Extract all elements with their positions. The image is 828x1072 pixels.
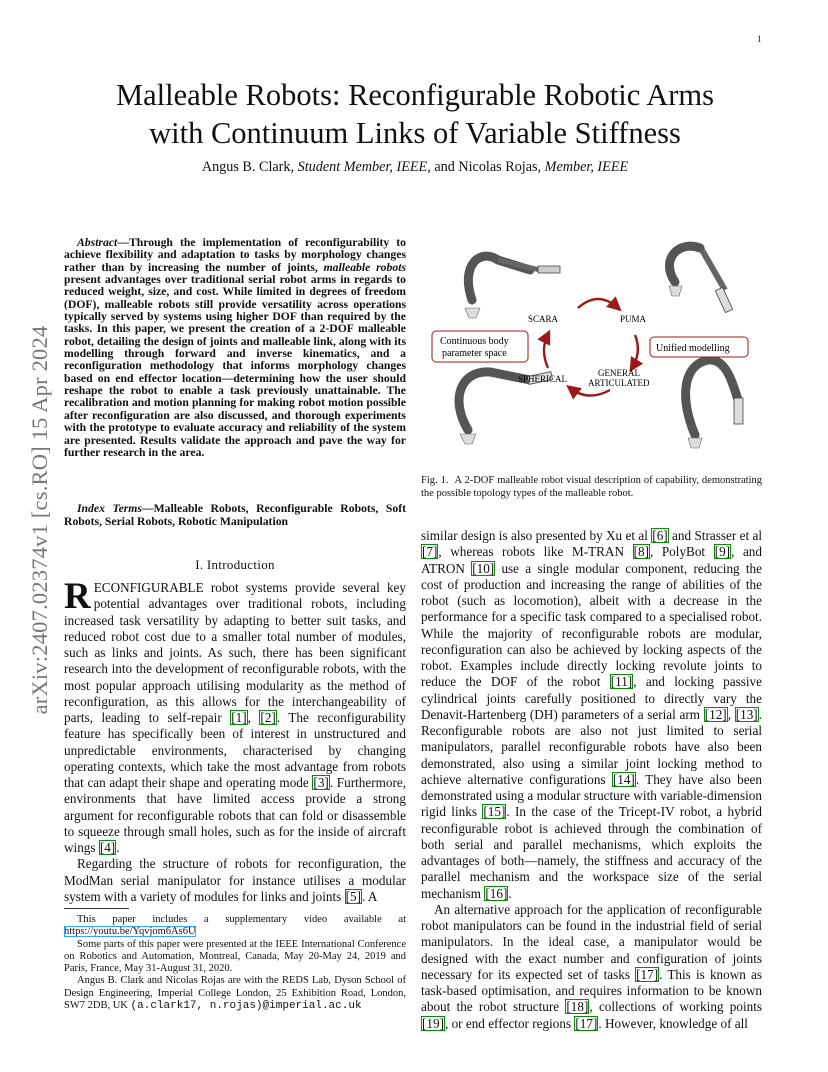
citation-link[interactable]: [14] bbox=[612, 771, 635, 787]
label-spherical: SPHERICAL bbox=[518, 374, 568, 384]
section-heading: I. Introduction bbox=[195, 557, 275, 572]
box-continuous-body-line1: Continuous body bbox=[440, 336, 509, 347]
intro-p2a: Regarding the structure of robots for reconfiguration, the ModMan serial manipulator for instance utilises a modular system with a variety of modules for links and joints bbox=[64, 856, 406, 904]
abstract-emphasis: malleable robots bbox=[323, 260, 406, 274]
citation-link[interactable]: [16] bbox=[485, 885, 508, 901]
text-run: . Reconfigurable robots are also not just limited to serial manipulators, parallel reconfigurable robots have also been demonstrated, also using a similar joint locking method to achieve alternative configurations bbox=[421, 706, 762, 787]
figure-caption bbox=[421, 474, 762, 500]
box-continuous-body-line2: parameter space bbox=[442, 348, 507, 359]
text-run: . They have also been demonstrated using a modular structure with variable-dimension rigid links bbox=[421, 771, 763, 820]
page-number: 1 bbox=[757, 34, 762, 44]
text-run: . However, knowledge of all bbox=[598, 1015, 748, 1031]
label-puma: PUMA bbox=[620, 314, 647, 324]
author-emails: (a.clark17, n.rojas)@imperial.ac.uk bbox=[130, 1000, 362, 1013]
text-run: . This is known as task-based optimisation, and requires information to be known about the robot structure bbox=[421, 966, 763, 1015]
citation-link[interactable]: [1] bbox=[231, 710, 247, 725]
citation-link[interactable]: [17] bbox=[575, 1015, 598, 1031]
citation-link[interactable]: [15] bbox=[483, 804, 506, 820]
citation-link[interactable]: [2] bbox=[260, 710, 276, 725]
abstract bbox=[64, 237, 406, 459]
robot-arm-articulated-icon bbox=[686, 360, 743, 448]
footnote-1: This paper includes a supplementary video available at bbox=[77, 914, 406, 925]
label-articulated: ARTICULATED bbox=[588, 378, 650, 388]
title-line-1: Malleable Robots: Reconfigurable Robotic Arms bbox=[115, 78, 715, 112]
author-2-role: Member, IEEE bbox=[544, 159, 629, 175]
text-run: . In the case of the Tricept-IV robot, a hybrid reconfigurable robot is achieved through the combination of both serial and parallel mechanisms, which exploits the advantages of both—namely, the stiffness and accuracy of the parallel mechanism and the workspace size of the serial mechanism bbox=[421, 804, 762, 901]
text-run: and Strasser et al bbox=[668, 528, 762, 543]
intro-p1b: . The reconfigurability feature has specifically been of interest in unstructured and unpredictable environments, characterised by changing operating contexts, which take the most advantage from robots that can adapt their shape and operating mode bbox=[64, 710, 407, 790]
abstract-text-2: present advantages over traditional serial robot arms in regards to reduced weight, size, and cost. While limited in degrees of freedom (DOF), malleable robots still provide versatility across operations typically served by systems using higher DOF than required by the tasks. In this paper, we present the creation of a 2-DOF malleable robot, detailing the design of joints and malleable link, along with its modelling through forward and inverse kinematics, and a reconfiguration methodology that informs morphology changes based on end effector location—determining how the user should reshape the robot to enable a task previously unattainable. The recalibration and motion planning for making robot motion possible after reconfiguration are also discussed, and thorough experiments with the prototype to evaluate accuracy and reliability of the system are presented. Results validate the approach and pave the way for further research in the area. bbox=[64, 273, 406, 459]
box-unified-modelling-label: Unified modelling bbox=[656, 343, 730, 354]
text-run: , whereas robots like M-TRAN bbox=[438, 544, 633, 560]
text-run: , collections of working points bbox=[589, 999, 763, 1015]
text-run: , PolyBot bbox=[649, 544, 714, 560]
citation-link[interactable]: [10] bbox=[472, 560, 495, 576]
paper-title bbox=[70, 76, 760, 152]
drop-cap: R bbox=[64, 576, 91, 617]
citation-link[interactable]: [11] bbox=[610, 674, 633, 690]
author-1-role: Student Member, IEEE, bbox=[297, 159, 431, 175]
intro-p2b: . A bbox=[361, 888, 378, 904]
footnote-rule bbox=[64, 908, 129, 909]
abstract-text-1: —Through the implementation of reconfigurability to achieve flexibility and adaptation to tasks by morphology changes rather than by increasing the number of joints, bbox=[64, 236, 406, 274]
footnotes bbox=[64, 914, 406, 1012]
caption-label: Fig. 1. bbox=[421, 475, 449, 486]
arxiv-watermark bbox=[20, 285, 60, 755]
citation-link[interactable]: [4] bbox=[99, 840, 116, 855]
citation-link[interactable]: [7] bbox=[422, 544, 438, 560]
label-scara: SCARA bbox=[528, 314, 559, 324]
text-run: , or end effector regions bbox=[444, 1015, 575, 1031]
text-run: An alternative approach for the application of reconfigurable robot manipulators can be found in the industrial field of serial manipulators. In the ideal case, a manipulator would be designed with the exact number and configuration of joints necessary for its expected set of tasks bbox=[421, 901, 762, 982]
index-terms-label: Index Terms bbox=[77, 502, 142, 515]
intro-column-right: similar design is also presented by Xu et al [6] and Strasser et al [7], whereas robots like M-TRAN [8], PolyBot [9], and ATRON [10] use a single modular component, reducing the cost of production and increasing the range of abilities of the robot (such as locomotion), albeit with a decrease in the performance for a specific task compared to a specialised robot. While the majority of reconfigurable robots are modular, reconfiguration can also be achieved by locking aspects of the robot. Examples include directly locking revolute joints to reduce the DOF of the robot [11], and locking passive cylindrical joints carefully positioned to directly vary the Denavit-Hartenberg (DH) parameters of a serial arm [12], [13]. Reconfigurable robots are also not just limited to serial manipulators, parallel reconfigurable robots have also been demonstrated, also using a similar joint locking method to achieve alternative configurations [14]. They have also been demonstrated using a modular structure with variable-dimension rigid links [15]. In the case of the Tricept-IV robot, a hybrid reconfigurable robot is achieved through the combination of both serial and parallel mechanisms, which exploits the advantages of both—namely, the stiffness and accuracy of the parallel mechanism and the workspace size of the serial mechanism [16]. An alternative approach for the application of reconfigurable robot manipulators can be found in the industrial field of serial manipulators. In the ideal case, a manipulator would be designed with the exact number and configuration of joints necessary for its expected set of tasks [17]. This is known as task-based optimisation, and requires information to be known about the robot structure [18], collections of working points [19], or end effector regions [17]. However, knowledge of all bbox=[421, 528, 763, 1031]
abstract-label: Abstract bbox=[77, 236, 118, 249]
caption-text: A 2-DOF malleable robot visual description of capability, demonstrating the possible topology types of the malleable robot. bbox=[421, 475, 762, 499]
text-run: , and locking passive cylindrical joints carefully positioned to directly vary the Denavit-Hartenberg (DH) parameters of a serial arm bbox=[421, 674, 762, 722]
text-run: similar design is also presented by Xu et al bbox=[421, 528, 652, 543]
label-general: GENERAL bbox=[598, 368, 640, 378]
footnote-3: Angus B. Clark and Nicolas Rojas are with the REDS Lab, Dyson School of Design Engineering, Imperial College London, 25 Exhibition Road, London, SW7 2DB, UK bbox=[64, 975, 406, 1012]
citation-link[interactable]: [17] bbox=[636, 966, 659, 982]
citation-link[interactable]: [19] bbox=[422, 1015, 444, 1031]
text-run: , and ATRON bbox=[421, 544, 762, 576]
citation-link[interactable]: [18] bbox=[566, 999, 589, 1015]
author-line bbox=[70, 159, 760, 176]
citation-link[interactable]: [5] bbox=[345, 888, 361, 904]
index-terms bbox=[64, 503, 406, 528]
citation-link[interactable]: [3] bbox=[313, 775, 329, 790]
intro-p1a: ECONFIGURABLE robot systems provide several key potential advantages over traditional robots, including increased task versatility by adapting to better suit tasks, and reduced robot cost due to a smaller total number of modules, such as links and joints. As such, there has been significant research into the development of reconfigurable robots, with the most popular approach utilising modularity as the method of reconfiguration, as this allows for the interchangeability of parts, leading to self-repair bbox=[64, 580, 406, 725]
citation-link[interactable]: [12] bbox=[704, 706, 727, 722]
intro-column-left: RECONFIGURABLE robot systems provide several key potential advantages over traditional robots, including increased task versatility by adapting to better suit tasks, and reduced robot cost due to a smaller total number of modules, such as links and joints. As such, there has been significant research into the development of reconfigurable robots, with the most popular approach utilising modularity as the method of reconfiguration, as this allows for the interchangeability of parts, leading to self-repair [1], [2]. The reconfigurability feature has specifically been of interest in unstructured and unpredictable environments, characterised by changing operating contexts, which take the most advantage from robots that can adapt their shape and operating mode [3]. Furthermore, environments that have limited access provide a strong argument for reconfigurable robots that can fold or disassemble to squeeze through small holes, such as for the inside of aircraft wings [4]. Regarding the structure of robots for reconfiguration, the ModMan serial manipulator for instance utilises a modular system with a variety of modules for links and joints [5]. A bbox=[64, 576, 407, 904]
figure-malleable-robot bbox=[420, 230, 762, 460]
footnote-2: Some parts of this paper were presented at the IEEE International Conference on Robotics and Automation, Montreal, Canada, May 20-May 24, 2019 and Paris, France, May 31-August 31, 2020. bbox=[64, 938, 406, 975]
author-1: Angus B. Clark, bbox=[201, 159, 295, 175]
citation-link[interactable]: [9] bbox=[714, 544, 731, 560]
citation-link[interactable]: [13] bbox=[735, 706, 758, 722]
robot-arm-puma-icon bbox=[669, 246, 733, 312]
index-terms-text: —Malleable Robots, Reconfigurable Robots, Soft Robots, Serial Robots, Robotic Manipulation bbox=[64, 502, 406, 528]
author-2: and Nicolas Rojas, bbox=[434, 159, 542, 175]
intro-p1c: . Furthermore, environments that have limited access provide a strong argument for reconfigurable robots that can fold or disassemble to squeeze through small holes, such as for the inside of aircraft wings bbox=[64, 775, 407, 855]
title-line-2: with Continuum Links of Variable Stiffness bbox=[149, 116, 681, 150]
citation-link[interactable]: [8] bbox=[633, 544, 649, 560]
video-link[interactable]: https://youtu.be/Yqvjom6As6U bbox=[64, 926, 196, 938]
citation-link[interactable]: [6] bbox=[652, 528, 668, 543]
text-run: use a single modular component, reducing the cost of production and increasing the range of abilities of the robot (such as locomotion), albeit with a decrease in the performance for a specific task compared to a specialised robot. While the majority of reconfigurable robots are modular, reconfiguration can also be achieved by locking aspects of the robot. Examples include directly locking revolute joints to reduce the DOF of the robot bbox=[421, 560, 762, 690]
arxiv-id: arXiv:2407.02374v1 [cs.RO] 15 Apr 2024 bbox=[27, 325, 52, 715]
robot-arm-scara-icon bbox=[465, 256, 560, 318]
